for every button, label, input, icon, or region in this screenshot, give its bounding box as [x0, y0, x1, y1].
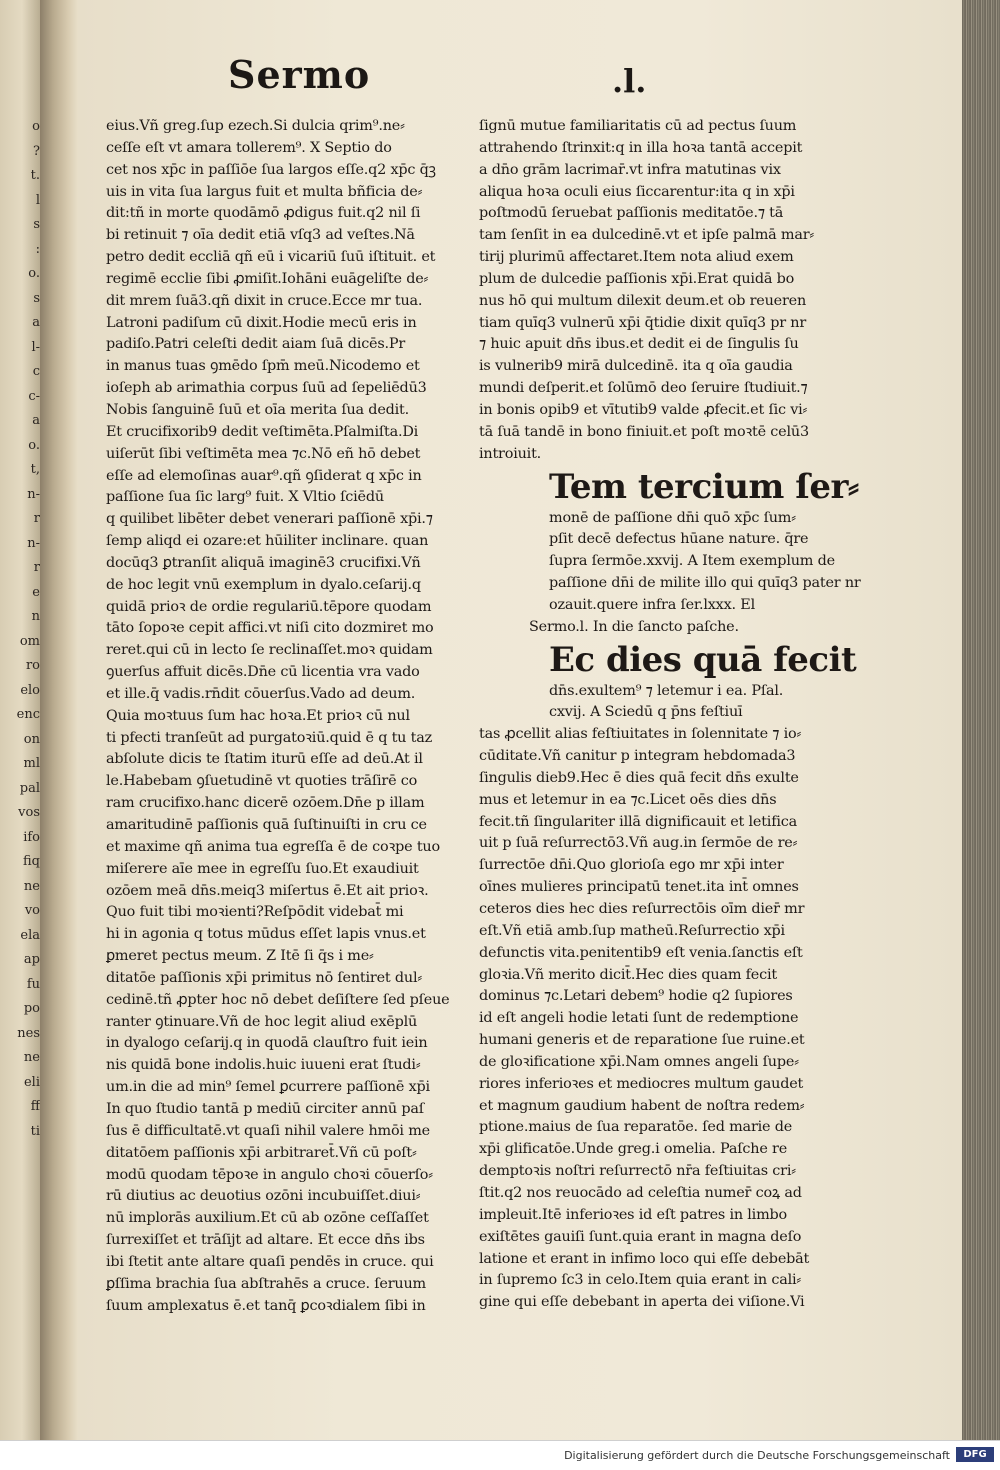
facing-page-glyph: r: [33, 560, 40, 575]
facing-page-glyph: c: [32, 364, 40, 379]
facing-page-edge: [0, 0, 40, 1440]
facing-page-glyph: ff: [30, 1099, 40, 1114]
text-line: fecit.tñ ſingulariter illā dignificauit et letifica: [479, 813, 797, 830]
text-line: ſurrexiſſet et trāſijt ad altare. Et ecce dn̄s ibs: [106, 1232, 425, 1249]
text-line: demptoꝛis noſtri reſurrectō nr̄a feſtiuitas cri⸗: [479, 1163, 796, 1180]
facing-page-glyph: on: [23, 731, 40, 747]
text-line: et magnum gaudium habent de noſtra redem⸗: [479, 1097, 805, 1114]
text-line: defunctis vita.penitentib9 eſt venia.ſanctis eſt: [479, 944, 803, 961]
text-line: ozauit.quere infra ſer.lxxx. El: [549, 596, 755, 613]
text-line: uit p ſuā reſurrectō3.Vñ aug.in ſermōe de re⸗: [479, 835, 798, 852]
text-line: um.in die ad min⁹ ſemel ꝑcurrere paſſionē xp̄i: [106, 1079, 430, 1096]
text-line: tāto ſopoꝛe cepit affici.vt niſi cito dozmiret mo: [106, 620, 434, 637]
text-line: Et crucifixorib9 dedit veſtimēta.Pſalmiſta.Di: [106, 423, 419, 440]
text-line: exiſtētes gauiſi ſunt.quia erant in magna deſo: [479, 1228, 802, 1245]
facing-page-glyph: a: [32, 413, 40, 428]
text-line: oīnes mulieres principatū tenet.ita int̄ omnes: [479, 879, 799, 896]
text-line: latione et erant in infimo loco qui eſſe debebāt: [479, 1250, 810, 1267]
text-line: mundi deſperit.et ſolūmō deo ſeruire ſtudiuit.⁊: [479, 380, 808, 397]
facing-page-glyph: :: [35, 241, 40, 257]
text-line: hi in agonia q totus mūdus eſſet lapis vnus.et: [106, 926, 426, 943]
text-line: ozōem meā dn̄s.meiq3 miſertus ē.Et ait prioꝛ.: [106, 882, 429, 899]
facing-page-glyph: o.: [28, 266, 40, 281]
facing-page-glyph: l: [35, 192, 40, 208]
page-stack-edges: [962, 0, 1000, 1440]
text-line: humani generis et de reparatione ſue ruine.et: [479, 1032, 805, 1049]
facing-page-glyph: o: [32, 119, 40, 134]
text-line: nus hō qui multum dilexit deum.et ob reueren: [479, 292, 807, 309]
facing-page-glyph: ro: [25, 658, 40, 673]
left-text-column: [106, 116, 451, 1317]
text-line: tas ꝓcellit alias feſtiuitates in ſolennitate ⁊ io⸗: [479, 726, 802, 743]
text-line: ſignū mutue familiaritatis cū ad pectus ſuum: [479, 118, 797, 134]
text-line: Quo fuit tibi moꝛienti?Reſpōdit videbat̄ mi: [106, 904, 404, 921]
text-line: ranter ꝯtinuare.Vñ de hoc legit aliud exēplū: [106, 1013, 418, 1030]
text-line: cxvij. A Sciedū q p̄ns feſtiuī: [549, 704, 743, 721]
text-line: uis in vita ſua largus fuit et multa bñficia de⸗: [106, 183, 423, 200]
text-line: cet nos xp̄c in paſſiōe ſua largos eſſe.q2 xp̄c q̄ꝫ: [106, 161, 436, 178]
text-line: ibi ſtetit ante altare quaſi pendēs in cruce. qui: [106, 1253, 434, 1270]
text-line: in ſupremo ſc3 in celo.Item quia erant in cali⸗: [479, 1272, 801, 1289]
text-line: ꝑmeret pectus meum. Z Itē ſi q̄s i me⸗: [106, 948, 374, 965]
right-column-bottom-text: [479, 724, 817, 1314]
text-line: eius.Vñ greg.ſup ezech.Si dulcia qrim⁹.ne⸗: [106, 118, 405, 134]
text-line: attrahendo ſtrinxit:q in illa hoꝛa tantā accepit: [479, 139, 803, 156]
text-line: tiam quīq3 vulnerū xp̄i q̄tidie dixit quīq3 pr nr: [479, 314, 807, 331]
text-line: xp̄i glificatōe.Unde greg.i omelia. Paſche re: [479, 1141, 788, 1158]
facing-page-glyph: o.: [28, 437, 40, 453]
facing-page-glyph: ifo: [23, 829, 40, 845]
text-line: paſſione dn̄i de milite illo qui quīq3 pater nr: [549, 575, 861, 592]
text-line: modū quodam tēpoꝛe in angulo choꝛi cōuerſo⸗: [106, 1166, 433, 1183]
text-line: monē de paſſione dn̄i quō xp̄c ſum⸗: [549, 509, 796, 526]
text-line: gloꝛia.Vñ merito dicit̄.Hec dies quam fecit: [479, 966, 777, 983]
facing-page-glyph: fu: [26, 976, 40, 992]
section-heading-haec-dies-text: [479, 681, 817, 725]
text-line: ꝯuerſus affuit dicēs.Dn̄e cū licentia vra vado: [106, 664, 420, 681]
text-line: Quia moꝛtuus ſum hac hoꝛa.Et prioꝛ cū nul: [106, 707, 410, 724]
dfg-logo: DFG: [956, 1447, 994, 1462]
section-heading-haec-dies: Ec dies quā fecit: [549, 639, 857, 680]
text-line: in bonis opib9 et vītutib9 valde ꝓfecit.et ſic vi⸗: [479, 401, 808, 418]
text-line: a dn̄o grām lacrimar̄.vt infra matutinas vix: [479, 161, 781, 178]
text-line: padiſo.Patri celeſti dedit aiam ſuā dicēs.Pr: [106, 336, 406, 353]
text-line: cedinē.tñ ꝓpter hoc nō debet deſiſtere ſed pſeue: [106, 991, 450, 1008]
section-heading-tercium: Tem tercium ſer⸗: [549, 466, 859, 507]
text-line: ioſeph ab arimathia corpus ſuū ad ſepeliēdū3: [106, 380, 427, 397]
text-line: in manus tuas ꝯmēdo ſpm̄ meū.Nicodemo et: [106, 358, 420, 375]
text-line: ſus ē difficultatē.vt quaſi nihil valere hmōi me: [106, 1122, 430, 1139]
text-line: aliqua hoꝛa oculi eius ſiccarentur:ita q in xp̄i: [479, 183, 795, 200]
text-line: ⁊ huic apuit dn̄s ibus.et dedit ei de ſingulis ſu: [479, 336, 799, 353]
right-column-top-text: [479, 116, 817, 466]
text-line: dn̄s.exultem⁹ ⁊ letemur i ea. Pſal.: [549, 682, 784, 699]
text-line: de gloꝛificatione xp̄i.Nam omnes angeli ſupe⸗: [479, 1053, 799, 1070]
text-line: ptione.maius de ſua reparatōe. ſed marie de: [479, 1119, 793, 1136]
text-line: regimē ecclie ſibi ꝓmiſit.Iohāni euāgeliſte de⸗: [106, 270, 429, 287]
text-line: et ille.q̄ vadis.rn̄dit cōuerſus.Vado ad deum.: [106, 685, 416, 702]
facing-page-glyph: ti: [30, 1123, 40, 1139]
facing-page-glyph: ap: [23, 952, 40, 967]
text-line: eſſe ad elemoſinas auar⁹.qñ ꝯſiderat q xp̄c in: [106, 467, 422, 484]
text-line: dit mrem ſuā3.qñ dixit in cruce.Ecce mr tua.: [106, 292, 423, 309]
facing-page-glyph: po: [23, 1001, 40, 1016]
text-line: cūditate.Vñ canitur p integram hebdomada3: [479, 748, 796, 765]
text-line: dominus ⁊c.Letari debem⁹ hodie q2 ſupiores: [479, 988, 793, 1005]
text-line: impleuit.Itē inferioꝛes id eſt patres in limbo: [479, 1206, 788, 1223]
text-line: poſtmodū ſeruebat paſſionis meditatōe.⁊ tā: [479, 205, 784, 222]
digitization-footer: [0, 1440, 1000, 1470]
text-line: nū implorās auxilium.Et cū ab ozōne ceſſaſſet: [106, 1210, 429, 1227]
facing-page-glyph: r: [33, 511, 40, 526]
facing-page-glyph: vos: [18, 805, 40, 820]
text-line: ceteros dies hec dies reſurrectōis oīm dier̄ mr: [479, 901, 805, 917]
facing-page-glyph: ela: [20, 927, 40, 943]
text-line: ſurrectōe dn̄i.Quo glorioſa ego mr xp̄i inter: [479, 857, 784, 874]
text-line: uiſerūt ſibi veſtimēta mea ⁊c.Nō eñ hō debet: [106, 445, 421, 462]
facing-page-glyph: n: [31, 609, 40, 624]
text-line: eſt.Vñ etiā amb.ſup matheū.Reſurrectio xp̄i: [479, 922, 785, 939]
facing-page-glyph: nes: [17, 1025, 40, 1041]
text-line: Latroni padiſum cū dixit.Hodie mecū eris in: [106, 314, 417, 331]
text-line: plum de dulcedie paſſionis xp̄i.Erat quidā bo: [479, 270, 795, 287]
text-line: In quo ſtudio tantā p mediū circiter annū paſ: [106, 1100, 424, 1117]
text-line: abſolute dicis te ſtatim iturū eſſe ad deū.At il: [106, 751, 423, 768]
right-text-column: [479, 116, 861, 1314]
facing-page-glyph: eli: [23, 1074, 40, 1090]
facing-page-glyph: l-: [31, 339, 40, 355]
text-line: ſemp aliqd ei ozare:et hūiliter inclinare. quan: [106, 533, 429, 550]
text-line: ſingulis dieb9.Hec ē dies quā fecit dn̄s exulte: [479, 769, 799, 786]
section-heading-tercium-text: [479, 508, 861, 617]
facing-page-glyph: ne: [23, 1050, 40, 1065]
facing-page-glyph: t.: [30, 168, 40, 183]
facing-page-glyph: e: [32, 584, 40, 600]
text-line: bi retinuit ⁊ oīa dedit etiā vſq3 ad veſtes.Nā: [106, 227, 415, 244]
text-line: petro dedit eccliā qñ eū i vicariū ſuū iſtituit. et: [106, 249, 436, 266]
facing-page-glyph: vo: [24, 903, 40, 918]
text-line: ſuum amplexatus ē.et tanq̄ ꝑcoꝛdialem ſibi in: [106, 1297, 426, 1314]
text-line: ditatōe paſſionis xp̄i primitus nō ſentiret dul⸗: [106, 969, 422, 986]
text-line: q quilibet libēter debet venerari paſſionē xp̄i.⁊: [106, 511, 433, 528]
facing-page-glyph: pal: [19, 780, 40, 796]
funding-note: Digitalisierung gefördert durch die Deutsche Forschungsgemeinschaft: [564, 1449, 950, 1462]
text-line: dit:tñ in morte quodāmō ꝓdigus fuit.q2 nil ſi: [106, 205, 421, 222]
facing-page-glyph: fiq: [23, 854, 40, 869]
book-gutter: [40, 0, 78, 1440]
text-line: amaritudinē paſſionis quā ſuſtinuiſti in cru ce: [106, 817, 427, 833]
text-line: docūq3 ꝑtranſit aliquā imaginē3 crucifixi.Vñ: [106, 554, 421, 571]
text-line: ſtit.q2 nos reuocādo ad celeſtia numer̄ coꝝ ad: [479, 1184, 802, 1201]
text-line: ſupra ſermōe.xxvij. A Item exemplum de: [549, 553, 835, 570]
text-line: ꝑſſima brachia ſua abſtrahēs a cruce. ſeruum: [106, 1275, 426, 1292]
text-line: riores inferioꝛes et mediocres multum gaudet: [479, 1075, 804, 1092]
text-line: ceſſe eſt vt amara tollerem⁹. X Septio do: [106, 139, 392, 156]
text-line: ditatōem paſſionis xp̄i arbitraret̄.Vñ cū poſt⸗: [106, 1144, 417, 1161]
facing-page-glyph: ?: [33, 143, 40, 159]
facing-page-glyph: ml: [23, 756, 40, 771]
facing-page-glyph: s: [33, 290, 40, 306]
facing-page-glyph: t,: [30, 462, 40, 477]
folio-number: .l.: [612, 62, 647, 100]
text-line: tirij plurimū affectaret.Item nota aliud exem: [479, 249, 794, 266]
facing-page-glyph: n-: [27, 535, 40, 551]
text-line: mus et letemur in ea ⁊c.Licet oēs dies dn̄s: [479, 791, 777, 808]
facing-page-glyph: a: [32, 315, 40, 330]
text-line: gine qui eſſe debebant in aperta dei viſione.Vi: [479, 1294, 805, 1311]
text-line: reret.qui cū in lecto ſe reclinaſſet.moꝛ quidam: [106, 642, 433, 659]
text-line: ti pfecti tranſeūt ad purgatoꝛiū.quid ē q tu taz: [106, 729, 432, 746]
text-line: in dyalogo ceſarij.q in quodā clauſtro fuit iein: [106, 1035, 428, 1052]
text-line: ram crucifixo.hanc dicerē ozōem.Dn̄e p illam: [106, 795, 425, 812]
text-line: et maxime qñ anima tua egreſſa ē de coꝛpe tuo: [106, 838, 440, 855]
text-line: tam ſenſit in ea dulcedinē.vt et ipſe palmā mar⸗: [479, 227, 815, 244]
running-head: Sermo: [228, 52, 371, 97]
text-line: paſſione ſua ſic larg⁹ fuit. X Vltio ſciēdū: [106, 489, 384, 506]
facing-page-glyph: s: [33, 217, 40, 232]
facing-page-glyph: ne: [23, 878, 40, 894]
text-line: nis quidā bone indolis.huic iuueni erat ſtudi⸗: [106, 1057, 421, 1074]
text-line: Nobis ſanguinē ſuū et oīa merita ſua dedit.: [106, 401, 410, 418]
text-line: pſit decē defectus hūane nature. q̄re: [549, 531, 809, 548]
facing-page-glyph: enc: [16, 707, 40, 722]
facing-page-glyph: n-: [27, 486, 40, 502]
facing-page-glyph: om: [19, 633, 40, 649]
sermon-label: Sermo.l. In die ſancto paſche.: [529, 618, 739, 635]
text-line: miſerere aīe mee in egreſſu ſuo.Et exaudiuit: [106, 860, 419, 877]
facing-page-glyph: elo: [20, 682, 40, 698]
text-line: le.Habebam ꝯſuetudinē vt quoties trāſirē co: [106, 773, 418, 790]
text-line: tā ſuā tandē in bono finiuit.et poſt moꝛtē celū3: [479, 423, 809, 440]
text-line: quidā prioꝛ de ordie regulariū.tēpore quodam: [106, 598, 432, 615]
text-line: is vulnerib9 mirā dulcedinē. ita q oīa gaudia: [479, 358, 793, 375]
text-line: id eſt angeli hodie letati ſunt de redemptione: [479, 1010, 799, 1027]
text-line: de hoc legit vnū exemplum in dyalo.ceſarij.q: [106, 576, 421, 593]
text-line: introiuit.: [479, 445, 542, 462]
facing-page-glyph: c-: [28, 388, 40, 404]
text-line: rū diutius ac deuotius ozōni incubuiſſet.diui⸗: [106, 1188, 421, 1205]
